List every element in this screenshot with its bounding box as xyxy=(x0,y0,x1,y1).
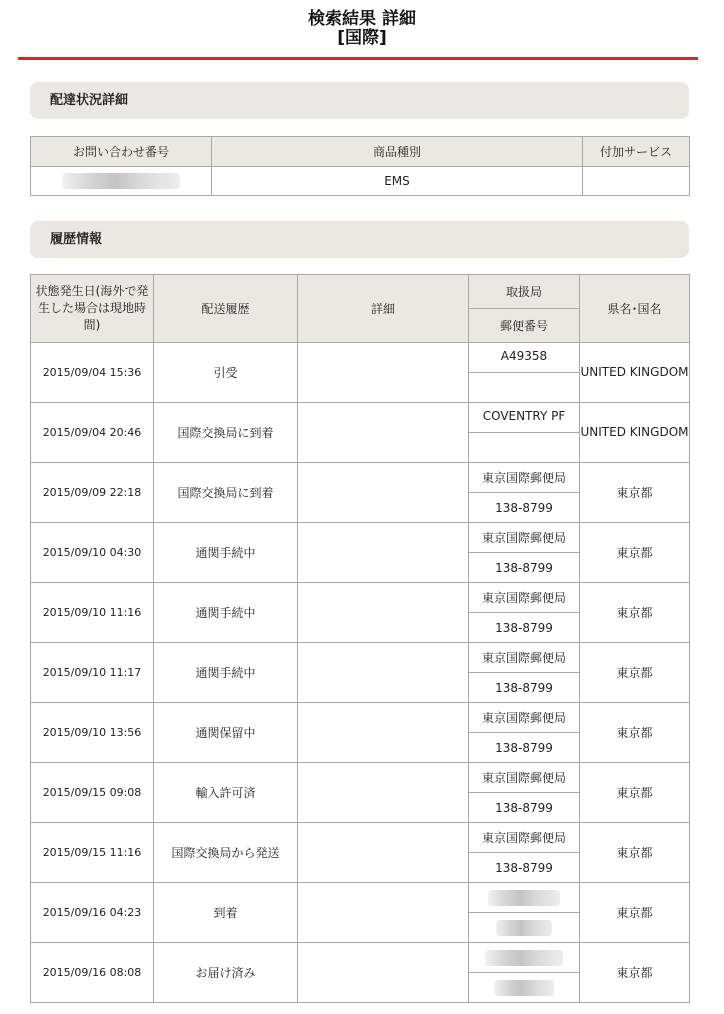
detail-cell xyxy=(298,823,469,883)
title-divider xyxy=(18,57,698,60)
office-cell xyxy=(469,883,580,913)
postal-code-cell xyxy=(469,373,580,403)
region-cell: 東京都 xyxy=(580,583,690,643)
event-cell: 国際交換局に到着 xyxy=(154,403,298,463)
date-cell: 2015/09/10 11:16 xyxy=(31,583,154,643)
postal-code-cell xyxy=(469,973,580,1003)
detail-cell xyxy=(298,523,469,583)
date-cell: 2015/09/09 22:18 xyxy=(31,463,154,523)
detail-cell xyxy=(298,463,469,523)
office-cell xyxy=(469,943,580,973)
product-type-cell: EMS xyxy=(212,167,583,196)
event-cell: 引受 xyxy=(154,343,298,403)
date-cell: 2015/09/04 15:36 xyxy=(31,343,154,403)
event-cell: 到着 xyxy=(154,883,298,943)
region-cell: 東京都 xyxy=(580,823,690,883)
region-cell: 東京都 xyxy=(580,883,690,943)
office-cell: 東京国際郵便局 xyxy=(469,823,580,853)
page-title xyxy=(0,10,724,48)
redacted-tracking-number xyxy=(62,173,180,189)
redacted-postal-code xyxy=(496,920,552,936)
column-header-tracking-number: お問い合わせ番号 xyxy=(31,137,212,167)
table-row xyxy=(31,703,690,733)
table-header-row xyxy=(31,137,690,167)
region-cell: 東京都 xyxy=(580,943,690,1003)
postal-code-cell: 138-8799 xyxy=(469,793,580,823)
postal-code-cell xyxy=(469,433,580,463)
detail-cell xyxy=(298,343,469,403)
event-cell: お届け済み xyxy=(154,943,298,1003)
date-cell: 2015/09/04 20:46 xyxy=(31,403,154,463)
postal-code-cell: 138-8799 xyxy=(469,853,580,883)
table-row xyxy=(31,823,690,853)
office-cell: 東京国際郵便局 xyxy=(469,583,580,613)
table-row xyxy=(31,943,690,973)
region-cell: 東京都 xyxy=(580,523,690,583)
detail-cell xyxy=(298,943,469,1003)
office-cell: A49358 xyxy=(469,343,580,373)
date-cell: 2015/09/15 09:08 xyxy=(31,763,154,823)
table-row xyxy=(31,167,690,196)
redacted-postal-code xyxy=(494,980,554,996)
column-header-date: 状態発生日(海外で発生した場合は現地時間) xyxy=(31,275,154,343)
event-cell: 通関保留中 xyxy=(154,703,298,763)
detail-cell xyxy=(298,403,469,463)
event-cell: 通関手続中 xyxy=(154,583,298,643)
postal-code-cell: 138-8799 xyxy=(469,553,580,583)
office-cell: 東京国際郵便局 xyxy=(469,523,580,553)
event-cell: 国際交換局に到着 xyxy=(154,463,298,523)
event-cell: 通関手続中 xyxy=(154,523,298,583)
tracking-number-cell xyxy=(31,167,212,196)
column-header-additional-service: 付加サービス xyxy=(583,137,690,167)
postal-code-cell: 138-8799 xyxy=(469,673,580,703)
delivery-status-table xyxy=(30,136,690,196)
detail-cell xyxy=(298,763,469,823)
date-cell: 2015/09/16 04:23 xyxy=(31,883,154,943)
event-cell: 通関手続中 xyxy=(154,643,298,703)
page-title-main: 検索結果 詳細 xyxy=(308,9,416,29)
history-section-title: 履歴情報 xyxy=(30,221,689,258)
redacted-office xyxy=(485,950,563,966)
history-table xyxy=(30,274,690,1003)
table-row xyxy=(31,643,690,673)
detail-cell xyxy=(298,583,469,643)
table-row xyxy=(31,523,690,553)
redacted-office xyxy=(488,890,560,906)
table-row xyxy=(31,883,690,913)
page-title-category: [国際] xyxy=(337,28,387,48)
office-cell: 東京国際郵便局 xyxy=(469,643,580,673)
region-cell: 東京都 xyxy=(580,643,690,703)
table-row xyxy=(31,343,690,373)
event-cell: 国際交換局から発送 xyxy=(154,823,298,883)
office-cell: 東京国際郵便局 xyxy=(469,703,580,733)
date-cell: 2015/09/16 08:08 xyxy=(31,943,154,1003)
column-header-detail: 詳細 xyxy=(298,275,469,343)
date-cell: 2015/09/10 11:17 xyxy=(31,643,154,703)
date-cell: 2015/09/15 11:16 xyxy=(31,823,154,883)
detail-cell xyxy=(298,703,469,763)
table-row xyxy=(31,403,690,433)
office-cell: 東京国際郵便局 xyxy=(469,463,580,493)
column-header-postal-code: 郵便番号 xyxy=(469,309,580,343)
office-cell: COVENTRY PF xyxy=(469,403,580,433)
table-row xyxy=(31,763,690,793)
table-row xyxy=(31,583,690,613)
region-cell: UNITED KINGDOM xyxy=(580,403,690,463)
postal-code-cell: 138-8799 xyxy=(469,613,580,643)
postal-code-cell: 138-8799 xyxy=(469,493,580,523)
region-cell: 東京都 xyxy=(580,703,690,763)
column-header-product-type: 商品種別 xyxy=(212,137,583,167)
event-cell: 輸入許可済 xyxy=(154,763,298,823)
column-header-event: 配送履歴 xyxy=(154,275,298,343)
date-cell: 2015/09/10 04:30 xyxy=(31,523,154,583)
column-header-region: 県名･国名 xyxy=(580,275,690,343)
region-cell: UNITED KINGDOM xyxy=(580,343,690,403)
office-cell: 東京国際郵便局 xyxy=(469,763,580,793)
region-cell: 東京都 xyxy=(580,763,690,823)
table-row xyxy=(31,463,690,493)
additional-service-cell xyxy=(583,167,690,196)
table-header-row xyxy=(31,275,690,309)
date-cell: 2015/09/10 13:56 xyxy=(31,703,154,763)
region-cell: 東京都 xyxy=(580,463,690,523)
postal-code-cell xyxy=(469,913,580,943)
postal-code-cell: 138-8799 xyxy=(469,733,580,763)
detail-cell xyxy=(298,643,469,703)
column-header-office: 取扱局 xyxy=(469,275,580,309)
detail-cell xyxy=(298,883,469,943)
delivery-status-section-title: 配達状況詳細 xyxy=(30,82,689,119)
